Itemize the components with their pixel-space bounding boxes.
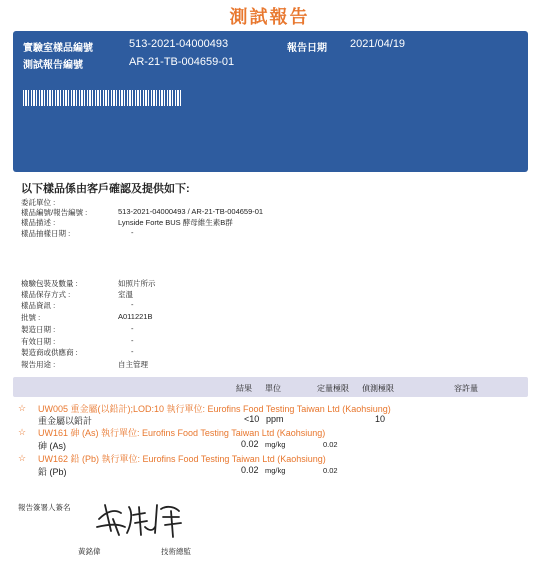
field-label-expiry-date: 有效日期 : bbox=[21, 337, 56, 346]
test-unit: mg/kg bbox=[265, 466, 286, 475]
report-number-label: 測試報告編號 bbox=[23, 60, 83, 71]
field-value-manufacture-date: - bbox=[131, 324, 134, 333]
col-header-unit: 單位 bbox=[265, 384, 281, 393]
barcode bbox=[23, 90, 181, 106]
test-result: <10 bbox=[244, 414, 260, 424]
field-value-report-purpose: 自主管理 bbox=[118, 360, 148, 369]
signatory-name: 黃銘偉 bbox=[78, 547, 101, 556]
test-method-heading: UW161 砷 (As) 執行單位: Eurofins Food Testing Taiwan Ltd (Kaohsiung) bbox=[38, 428, 326, 438]
test-result: 0.02 bbox=[241, 465, 259, 475]
field-value-expiry-date: - bbox=[131, 336, 134, 345]
field-value-storage: 室溫 bbox=[118, 290, 133, 299]
test-unit: mg/kg bbox=[265, 440, 286, 449]
test-star-icon: ☆ bbox=[18, 427, 27, 437]
test-star-icon: ☆ bbox=[18, 453, 27, 463]
test-loq: 0.02 bbox=[323, 440, 338, 449]
col-header-lod: 偵測極限 bbox=[362, 384, 394, 393]
handwritten-signature bbox=[95, 497, 185, 539]
field-value-sample-report-no: 513-2021-04000493 / AR-21-TB-004659-01 bbox=[118, 207, 264, 216]
lab-sample-number-label: 實驗室樣品編號 bbox=[23, 43, 93, 54]
field-label-sampling-date: 樣品抽樣日期 : bbox=[21, 229, 71, 238]
test-analyte-name: 重金屬以鉛計 bbox=[38, 416, 93, 426]
field-label-packaging: 檢驗包裝及數量 : bbox=[21, 279, 78, 288]
field-label-sample-description: 樣品描述 : bbox=[21, 218, 56, 227]
test-star-icon: ☆ bbox=[18, 403, 27, 413]
field-label-client: 委託單位 : bbox=[21, 198, 56, 207]
field-value-sample-description: Lynside Forte BUS 酵母維生素B群 bbox=[118, 218, 233, 227]
test-result: 0.02 bbox=[241, 439, 259, 449]
field-label-storage: 樣品保存方式 : bbox=[21, 290, 71, 299]
field-label-report-purpose: 報告用途 : bbox=[21, 360, 56, 369]
test-loq: 0.02 bbox=[323, 466, 338, 475]
lab-sample-number: 513-2021-04000493 bbox=[129, 38, 229, 50]
field-value-manufacturer: - bbox=[131, 347, 134, 356]
field-label-batch: 批號 : bbox=[21, 313, 41, 322]
test-method-heading: UW162 鉛 (Pb) 執行單位: Eurofins Food Testing Taiwan Ltd (Kaohsiung) bbox=[38, 454, 326, 464]
test-unit: ppm bbox=[266, 414, 284, 424]
col-header-result: 結果 bbox=[236, 384, 252, 393]
report-date-label: 報告日期 bbox=[287, 43, 327, 54]
report-date: 2021/04/19 bbox=[350, 38, 406, 50]
field-value-sampling-date: - bbox=[131, 228, 134, 237]
test-analyte-name: 砷 (As) bbox=[38, 441, 66, 451]
field-value-sample-info: - bbox=[131, 300, 134, 309]
field-label-manufacture-date: 製造日期 : bbox=[21, 325, 56, 334]
field-value-batch: A011221B bbox=[118, 312, 153, 321]
field-label-sample-report-no: 樣品編號/報告編號 : bbox=[21, 208, 88, 217]
field-label-manufacturer: 製造商或供應商 : bbox=[21, 348, 78, 357]
signatory-role: 技術總監 bbox=[161, 547, 191, 556]
report-number: AR-21-TB-004659-01 bbox=[129, 56, 235, 68]
signatory-label: 報告簽署人簽名 bbox=[18, 503, 71, 512]
col-header-tolerance: 容許量 bbox=[454, 384, 478, 393]
test-lod: 10 bbox=[375, 414, 386, 424]
field-value-packaging: 如照片所示 bbox=[118, 279, 156, 288]
test-method-heading: UW005 重金屬(以鉛計);LOD:10 執行單位: Eurofins Food Testing Taiwan Ltd (Kaohsiung) bbox=[38, 404, 391, 414]
col-header-loq: 定量極限 bbox=[317, 384, 349, 393]
field-label-sample-info: 樣品資訊 : bbox=[21, 301, 56, 310]
test-analyte-name: 鉛 (Pb) bbox=[38, 467, 67, 477]
report-title: 測試報告 bbox=[229, 7, 310, 27]
sample-intro-heading: 以下樣品係由客戶確認及提供如下: bbox=[21, 183, 190, 195]
